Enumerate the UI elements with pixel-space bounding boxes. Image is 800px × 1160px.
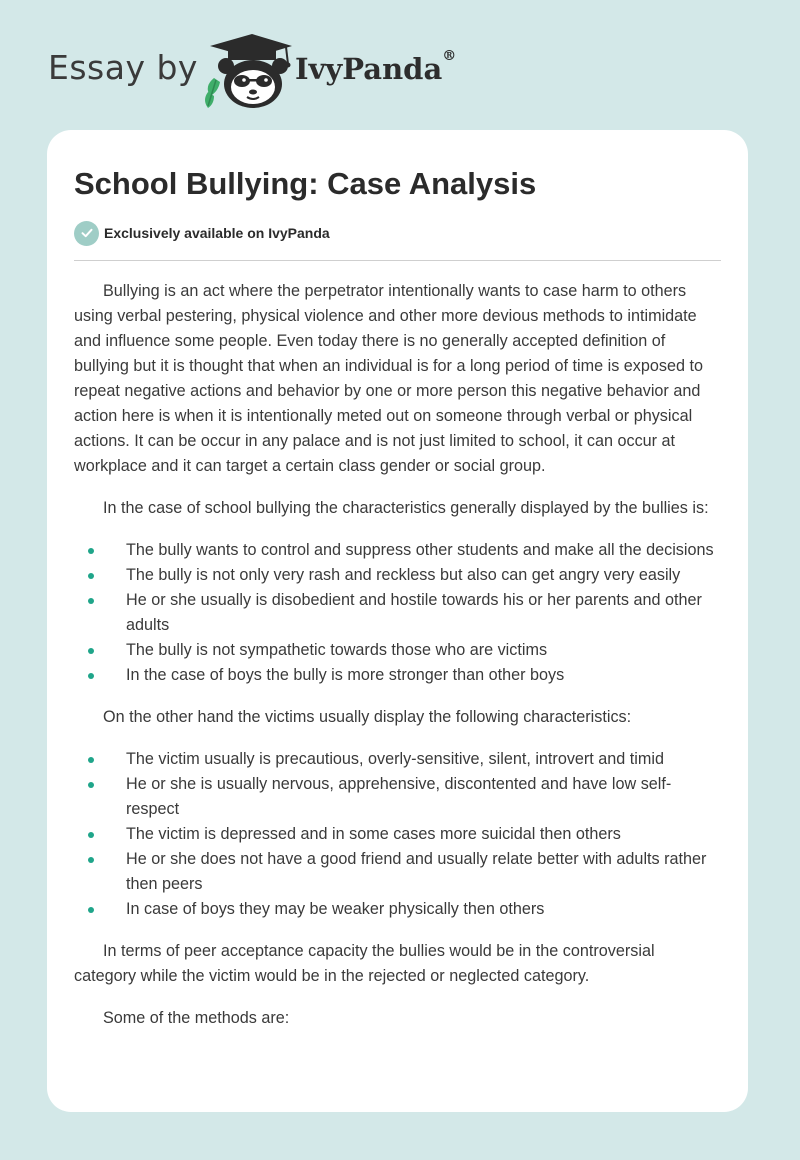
list-item: In case of boys they may be weaker physically then others: [74, 897, 721, 922]
bullet-dot-icon: [88, 673, 94, 679]
divider: [74, 260, 721, 261]
article-title: School Bullying: Case Analysis: [74, 166, 537, 201]
list-item: He or she usually is disobedient and hostile towards his or her parents and other adults: [74, 588, 721, 638]
paragraph-bully-lead: In the case of school bullying the characteristics generally displayed by the bullies is:: [103, 499, 709, 517]
victim-traits-list: [74, 747, 721, 922]
check-circle-icon: [74, 221, 99, 246]
paragraph-intro: Bullying is an act where the perpetrator intentionally wants to case harm to others using verbal pestering, physical violence and other more devious methods to intimidate and influence some people. Even today there is no generally accepted definition of bullying but it is thought that when an individual is for a long period of time is exposed to repeat negative actions and behavior by one or more person this negative behavior and action here is when it is intentionally meted out on someone through verbal or physical actions. It can be occur in any palace and is not just limited to school, it can occur at workplace and it can target a certain class gender or social group.: [74, 282, 703, 475]
article-card: [47, 130, 748, 1112]
panda-logo-icon[interactable]: [200, 30, 295, 110]
exclusive-badge-label: Exclusively available on IvyPanda: [104, 225, 330, 241]
bullet-dot-icon: [88, 907, 94, 913]
bullet-dot-icon: [88, 782, 94, 788]
essay-by-label: Essay by: [48, 48, 198, 87]
bullet-dot-icon: [88, 832, 94, 838]
paragraph-victim-lead: On the other hand the victims usually display the following characteristics:: [103, 708, 632, 726]
list-item: The victim usually is precautious, overly-sensitive, silent, introvert and timid: [74, 747, 721, 772]
list-item: He or she does not have a good friend and usually relate better with adults rather then peers: [74, 847, 721, 897]
list-item: The bully is not only very rash and reckless but also can get angry very easily: [74, 563, 721, 588]
paragraph-methods-lead: Some of the methods are:: [103, 1009, 290, 1027]
paragraph-peer-acceptance: In terms of peer acceptance capacity the bullies would be in the controversial category while the victim would be in the rejected or neglected category.: [74, 942, 655, 985]
bullet-dot-icon: [88, 757, 94, 763]
bullet-dot-icon: [88, 573, 94, 579]
list-item: In the case of boys the bully is more stronger than other boys: [74, 663, 721, 688]
bullet-dot-icon: [88, 857, 94, 863]
bullet-dot-icon: [88, 548, 94, 554]
site-header: [0, 0, 800, 125]
bullet-dot-icon: [88, 598, 94, 604]
list-item: The victim is depressed and in some cases more suicidal then others: [74, 822, 721, 847]
brand-name[interactable]: IvyPanda®: [295, 48, 457, 86]
registered-mark: ®: [442, 48, 457, 64]
list-item: He or she is usually nervous, apprehensive, discontented and have low self-respect: [74, 772, 721, 822]
bullet-dot-icon: [88, 648, 94, 654]
list-item: The bully is not sympathetic towards those who are victims: [74, 638, 721, 663]
bully-traits-list: [74, 538, 721, 688]
list-item: The bully wants to control and suppress other students and make all the decisions: [74, 538, 721, 563]
exclusive-badge: [74, 220, 721, 246]
